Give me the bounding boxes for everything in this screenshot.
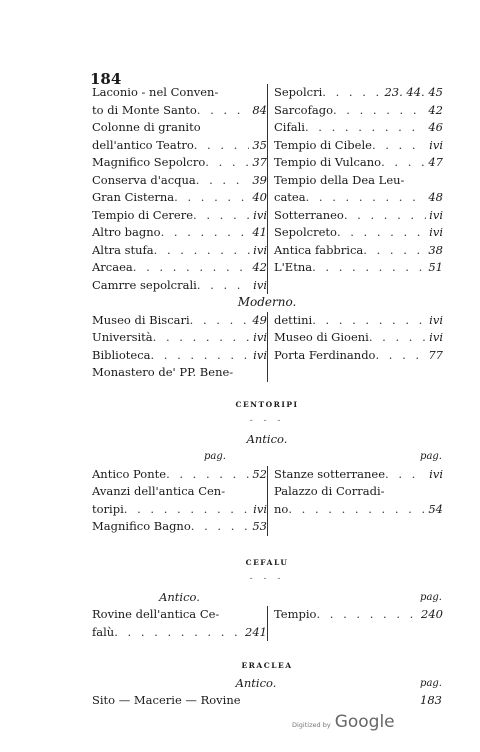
leader-dots [333, 102, 425, 120]
index-entry [268, 312, 443, 330]
leader-dots [191, 518, 250, 536]
entry-text: Magnifico Bagno [92, 519, 191, 533]
index-entry [268, 606, 443, 624]
entry-text: Camrre sepolcrali [92, 277, 197, 292]
leader-dots [305, 119, 425, 137]
antico-heading: Antico. [235, 675, 277, 690]
entry-text: Colonne di granito [92, 120, 201, 134]
index-entry [92, 137, 267, 155]
index-entry [92, 84, 267, 102]
entry-page: 38 [428, 242, 443, 257]
index-entry [268, 466, 443, 484]
entry-page: ivi [253, 347, 267, 362]
entry-page: 52 [252, 466, 267, 481]
entry-page: 240 [421, 607, 443, 621]
index-entry [92, 259, 267, 277]
entry-text: L'Etna [274, 260, 313, 274]
index-entry [268, 172, 443, 190]
entry-text: Porta Ferdinando [274, 347, 376, 362]
leader-dots [344, 207, 426, 225]
leader-dots [194, 137, 250, 155]
entry-page: ivi [253, 330, 267, 344]
index-entry [268, 364, 443, 382]
two-column-block [92, 606, 442, 641]
entry-text: Tempio di Cerere [92, 207, 194, 222]
index-entry [268, 483, 443, 501]
entry-text: Gran Cisterna [92, 190, 175, 204]
leader-dots [385, 466, 426, 484]
leader-dots [114, 624, 242, 642]
entry-text [274, 624, 278, 642]
entry-page: 48 [428, 190, 443, 204]
index-entry [92, 501, 267, 519]
index-entry [92, 347, 267, 365]
leader-dots [337, 224, 426, 242]
left-column [92, 84, 268, 294]
index-entry [92, 312, 267, 330]
entry-text: Museo di Gioeni [274, 330, 369, 344]
index-entry [92, 119, 267, 137]
leader-dots [288, 501, 425, 519]
entry-text: Rovine dell'antica Ce- [92, 607, 220, 621]
entry-text [274, 518, 278, 536]
entry-text: Palazzo di Corradi- [274, 484, 385, 498]
index-entry [268, 119, 443, 137]
leader-dots [381, 154, 425, 172]
leader-dots [316, 606, 418, 624]
entry-text: catea [274, 190, 306, 204]
two-column-block [92, 312, 442, 382]
entry-text [274, 277, 278, 295]
leader-dots [322, 84, 381, 102]
index-entry [92, 102, 267, 120]
entry-text: falù [92, 624, 115, 639]
pag-row [92, 448, 442, 466]
page-number: 184 [90, 70, 122, 88]
entry-text: Antica fabbrica [274, 242, 364, 257]
entry-text: Monastero de' PP. Bene- [92, 365, 234, 379]
entry-text: Università [92, 330, 153, 344]
leader-dots [197, 277, 250, 295]
index-entry [92, 606, 267, 624]
right-column [268, 466, 443, 536]
index-entry [268, 189, 443, 207]
pag-label: pag. [420, 451, 442, 462]
digitized-label: Digitized by [292, 721, 331, 729]
right-column [268, 84, 443, 294]
index-entry [268, 84, 443, 102]
entry-page: ivi [429, 207, 443, 222]
entry-page: ivi [429, 137, 443, 152]
ornament-dashes: - - - [249, 574, 285, 584]
antico-heading: Antico. [159, 589, 200, 604]
pag-label: pag. [204, 451, 226, 462]
index-entry [92, 624, 267, 642]
entry-page: ivi [429, 466, 443, 481]
entry-page: 42 [252, 260, 267, 274]
entry-text: dell'antico Teatro [92, 137, 194, 152]
digitized-watermark [292, 712, 395, 732]
ornament-dashes: - - - [249, 416, 285, 426]
entry-text: Biblioteca [92, 347, 151, 362]
entry-text: toripi [92, 501, 124, 516]
right-column [268, 312, 443, 382]
leader-dots [124, 501, 250, 519]
entry-page: 54 [428, 501, 443, 516]
entry-page: 23. 44. 45 [384, 85, 443, 99]
leader-dots [312, 259, 425, 277]
entry-page: ivi [429, 330, 443, 344]
entry-page: 40 [252, 190, 267, 204]
index-entry [268, 329, 443, 347]
index-entry [92, 242, 267, 260]
index-entry [92, 207, 267, 225]
leader-dots [151, 347, 251, 365]
leader-dots [205, 154, 249, 172]
index-entry [268, 624, 443, 642]
entry-text: Sotterraneo [274, 207, 344, 222]
entry-text: Antico Ponte [92, 466, 167, 481]
entry-page: ivi [253, 207, 267, 222]
entry-page: ivi [253, 242, 267, 257]
leader-dots [193, 207, 250, 225]
entry-text: to di Monte Santo [92, 102, 197, 117]
leader-dots [174, 189, 249, 207]
index-entry [92, 329, 267, 347]
entry-text: Magnifico Sepolcro [92, 155, 206, 169]
entry-text: Arcaea [92, 260, 133, 274]
index-entry [92, 277, 267, 295]
entry-page: 51 [428, 260, 443, 274]
leader-dots [372, 137, 426, 155]
index-entry [92, 154, 267, 172]
left-column [92, 606, 268, 641]
entry-text: dettini [274, 312, 313, 327]
entry-page: 183 [420, 693, 442, 707]
leader-dots [197, 102, 250, 120]
entry-page: 37 [252, 155, 267, 169]
moderno-heading: Moderno. [237, 295, 297, 309]
entry-text: Tempio di Vulcano [274, 155, 382, 169]
leader-dots [369, 329, 426, 347]
entry-text: Laconio - nel Conven- [92, 85, 219, 99]
section-title-cefalu: CEFALU [245, 557, 289, 567]
index-entry [268, 501, 443, 519]
index-entry [268, 518, 443, 536]
leader-dots [306, 189, 426, 207]
subheading-row [92, 589, 442, 607]
index-entry [92, 172, 267, 190]
subheading-row [92, 675, 442, 693]
entry-text: Museo di Biscari [92, 312, 190, 327]
leader-dots [166, 466, 249, 484]
index-entry [92, 518, 267, 536]
leader-dots [196, 172, 250, 190]
entry-text: Sarcofago [274, 102, 333, 117]
index-content [92, 84, 442, 710]
right-column [268, 606, 443, 641]
index-entry [268, 277, 443, 295]
entry-page: 42 [428, 102, 443, 117]
two-column-block [92, 466, 442, 536]
index-entry [92, 466, 267, 484]
entry-page: 241 [245, 624, 267, 639]
antico-heading: Antico. [246, 431, 288, 446]
leader-dots [153, 329, 251, 347]
leader-dots [375, 347, 425, 365]
index-entry [268, 207, 443, 225]
entry-page: 84 [252, 102, 267, 117]
subheading-row [92, 431, 442, 449]
entry-page: 77 [428, 347, 443, 362]
entry-text: Avanzi dell'antica Cen- [92, 484, 226, 498]
entry-page: 35 [252, 137, 267, 152]
entry-text: Sepolcreto [274, 225, 337, 239]
index-entry [268, 102, 443, 120]
left-column [92, 312, 268, 382]
leader-dots [133, 259, 250, 277]
leader-dots [190, 312, 250, 330]
entry-page: ivi [429, 225, 443, 239]
leader-dots [154, 242, 250, 260]
entry-text: Altro bagno [92, 225, 161, 239]
google-logo: Google [334, 712, 395, 732]
entry-text: Tempio [274, 607, 317, 621]
entry-text: Sito — Macerie — Rovine [92, 693, 241, 707]
index-entry [268, 224, 443, 242]
entry-text: no [274, 501, 289, 516]
entry-text: Tempio di Cibele [274, 137, 372, 152]
index-entry [92, 189, 267, 207]
leader-dots [363, 242, 425, 260]
entry-page: ivi [429, 312, 443, 327]
entry-text: Conserva d'acqua [92, 172, 196, 187]
index-entry [268, 242, 443, 260]
section-title-eraclea: ERACLEA [241, 661, 293, 670]
entry-text: Altra stufa [92, 242, 154, 257]
entry-page: 46 [428, 120, 443, 134]
index-entry [268, 259, 443, 277]
index-entry [92, 224, 267, 242]
entry-text: Cifali [274, 120, 305, 134]
leader-dots [161, 224, 250, 242]
pag-label: pag. [420, 677, 442, 689]
entry-text: Tempio della Dea Leu- [274, 172, 405, 187]
two-column-block [92, 84, 442, 294]
index-entry [92, 364, 267, 382]
left-column [92, 466, 268, 536]
entry-text: Stanze sotterranee [274, 466, 386, 481]
leader-dots [312, 312, 426, 330]
entry-page: 47 [428, 155, 443, 169]
pag-label: pag. [420, 591, 442, 603]
entry-page: ivi [253, 277, 267, 292]
entry-page: 49 [252, 312, 267, 327]
eraclea-entry [92, 692, 442, 710]
index-entry [268, 137, 443, 155]
index-entry [92, 483, 267, 501]
section-title-centoripi: CENTORIPI [235, 399, 299, 409]
entry-text: Sepolcri [274, 85, 323, 99]
entry-page: 39 [252, 172, 267, 187]
index-entry [268, 347, 443, 365]
entry-page: 41 [252, 225, 267, 239]
entry-text [274, 364, 278, 382]
entry-page: ivi [253, 501, 267, 516]
entry-page: 53 [252, 519, 267, 533]
index-entry [268, 154, 443, 172]
